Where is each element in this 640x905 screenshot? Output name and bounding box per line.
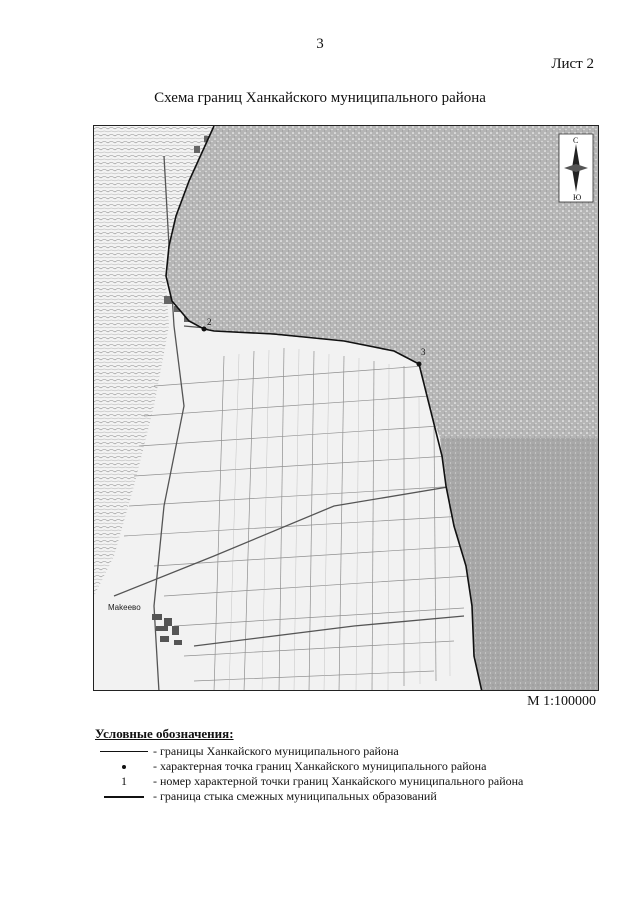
map-frame: [93, 125, 599, 691]
boundary-point-2-label: 2: [207, 317, 212, 327]
north-arrow-icon: [559, 134, 593, 202]
legend-thin-line-icon: [95, 751, 153, 752]
legend-text: - характерная точка границ Ханкайского муниципального района: [153, 759, 487, 773]
boundary-point-3: [417, 362, 422, 367]
compass-north-label: С: [573, 136, 579, 145]
legend-thick-line-icon: [95, 796, 153, 798]
legend-dot-icon: [95, 765, 153, 769]
legend-text: - границы Ханкайского муниципального района: [153, 744, 399, 758]
map-canvas: [94, 126, 599, 691]
legend-number-symbol: 1: [121, 774, 127, 788]
legend-row-number: [95, 774, 595, 789]
legend: [95, 726, 595, 804]
map-title: Схема границ Ханкайского муниципального района: [154, 90, 486, 106]
map-scale: М 1:100000: [527, 694, 596, 709]
legend-row-junction: [95, 789, 595, 804]
legend-text: - номер характерной точки границ Ханкайского муниципального района: [153, 774, 524, 788]
boundary-point-2: [202, 327, 207, 332]
sheet-label: Лист 2: [551, 56, 594, 72]
town-makeevo-label: Мakeевo: [108, 603, 141, 612]
legend-row-point: [95, 759, 595, 774]
boundary-point-3-label: 3: [421, 347, 426, 357]
page-number: 3: [316, 36, 324, 52]
legend-text: - граница стыка смежных муниципальных образований: [153, 789, 437, 803]
compass-south-label: Ю: [573, 193, 582, 202]
legend-title: Условные обозначения:: [95, 726, 234, 741]
legend-row-boundary: [95, 744, 595, 759]
